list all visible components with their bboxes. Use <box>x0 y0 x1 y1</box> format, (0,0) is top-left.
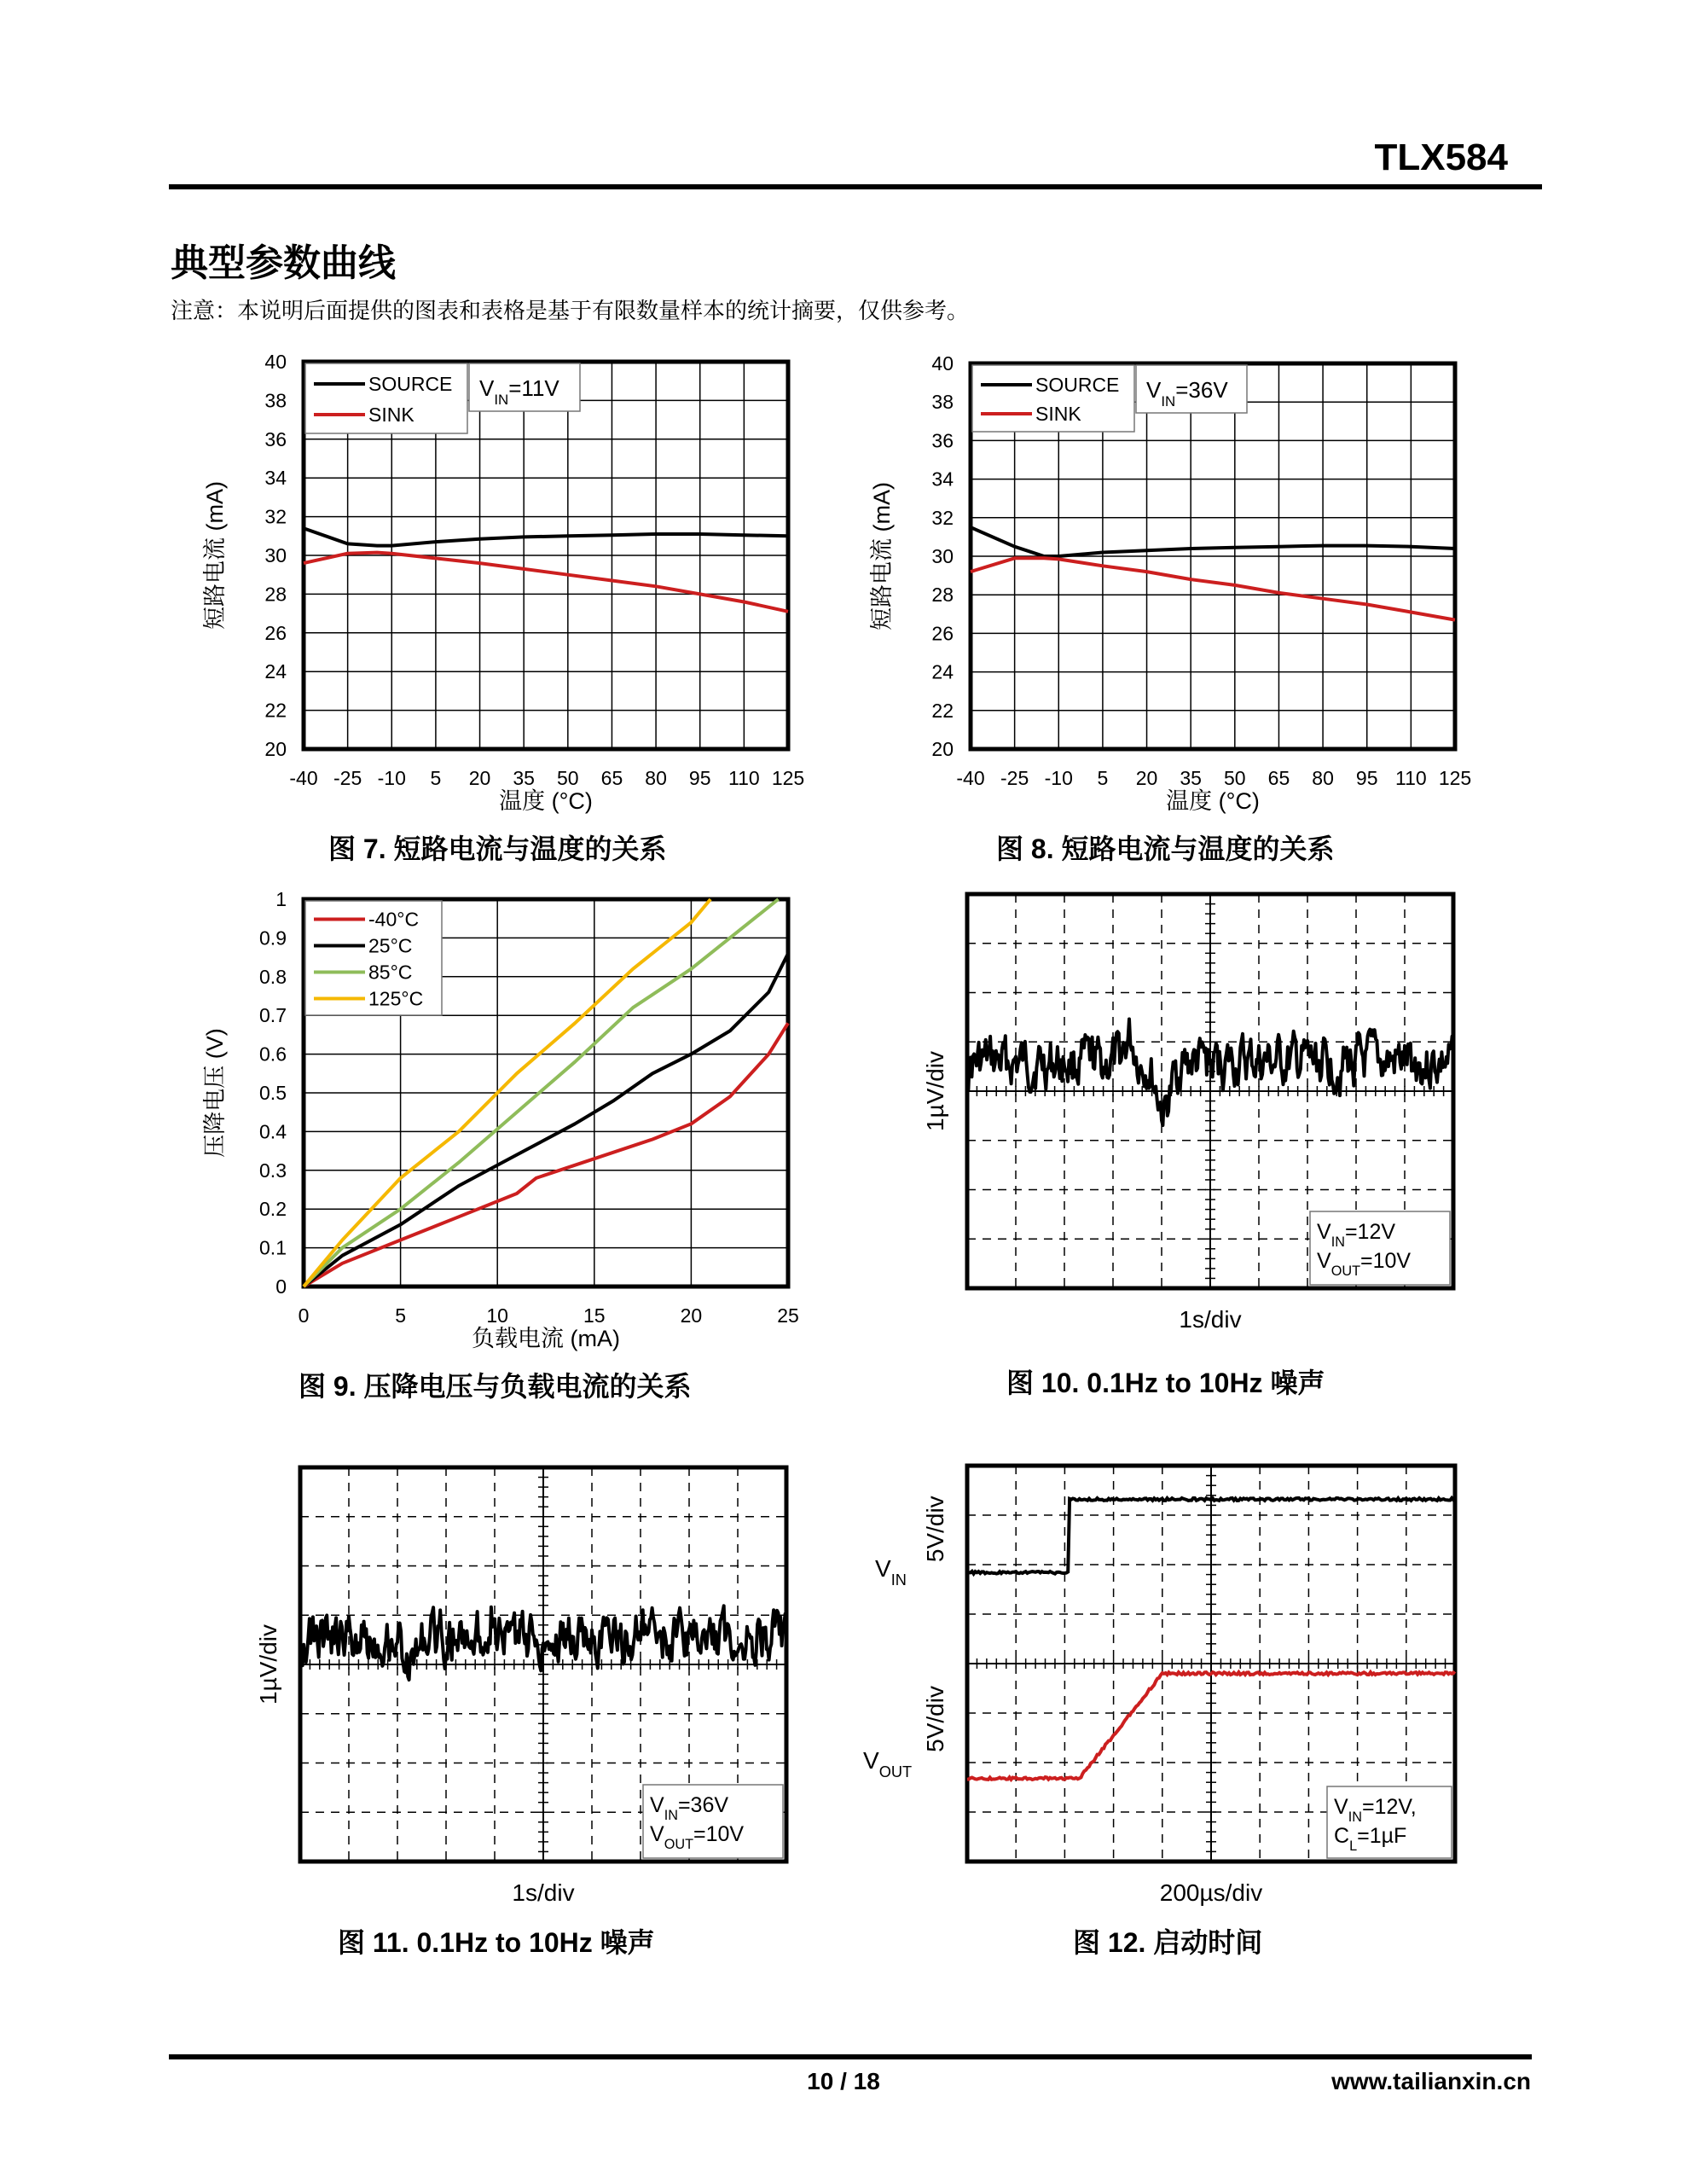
channel-label-vin: $V_{IN}$ <box>875 1555 907 1589</box>
legend-label: 125°C <box>368 987 424 1010</box>
x-tick-label: 0 <box>298 1304 310 1327</box>
annotation-text: $V_{OUT}=10V$ <box>1317 1249 1412 1279</box>
y-tick-label: 26 <box>264 621 287 644</box>
series-line-SOURCE <box>971 527 1455 556</box>
x-tick-label: -25 <box>1000 767 1029 789</box>
y-tick-label: 26 <box>931 622 954 645</box>
x-axis-label: 1s/div <box>512 1879 575 1906</box>
x-tick-label: 50 <box>1224 767 1246 789</box>
y-tick-label: 28 <box>264 583 287 606</box>
x-tick-label: 5 <box>395 1304 406 1327</box>
x-tick-label: 65 <box>600 767 623 789</box>
x-tick-label: 35 <box>1180 767 1202 789</box>
series-line-SINK <box>971 558 1455 619</box>
y-tick-label: 24 <box>264 660 287 683</box>
x-tick-label: 125 <box>771 767 805 789</box>
y-tick-label: 30 <box>931 545 954 567</box>
caption-fig9: 图 9. 压降电压与负载电流的关系 <box>299 1371 692 1402</box>
part-number: TLX584 <box>1374 136 1508 178</box>
legend-label: -40°C <box>368 908 420 931</box>
x-tick-label: 20 <box>680 1304 703 1327</box>
y-tick-label: 0.7 <box>259 1004 287 1027</box>
caption-fig12: 图 12. 启动时间 <box>1073 1927 1263 1958</box>
x-tick-label: -40 <box>956 767 985 789</box>
legend-label: SOURCE <box>1035 374 1120 396</box>
x-tick-label: 95 <box>688 767 711 789</box>
y-axis-label: 1µV/div <box>255 1624 281 1705</box>
y-tick-label: 34 <box>264 467 287 490</box>
x-tick-label: -25 <box>333 767 362 789</box>
legend-label: 85°C <box>368 961 413 984</box>
section-title: 典型参数曲线 <box>171 242 396 284</box>
footer-rule <box>169 2054 1532 2059</box>
y-tick-label: 40 <box>931 352 954 375</box>
x-axis-label: 负载电流 (mA) <box>472 1326 620 1351</box>
y-axis-label-vin: 5V/div <box>922 1496 948 1563</box>
x-tick-label: 15 <box>583 1304 606 1327</box>
y-tick-label: 36 <box>931 429 954 452</box>
series-line-SOURCE <box>304 528 788 545</box>
legend <box>305 363 580 433</box>
y-axis-label: 压降电压 (V) <box>202 1028 228 1158</box>
legend-label: 25°C <box>368 934 413 957</box>
annotation-text: $V_{IN}=36V$ <box>650 1793 729 1823</box>
y-tick-label: 0.1 <box>259 1236 287 1259</box>
y-tick-label: 28 <box>931 584 954 607</box>
y-axis-label: 短路电流 (mA) <box>202 481 228 630</box>
caption-fig7: 图 7. 短路电流与温度的关系 <box>328 834 667 864</box>
y-tick-label: 0.2 <box>259 1198 287 1221</box>
y-tick-label: 22 <box>264 699 287 722</box>
website-link[interactable]: www.tailianxin.cn <box>1331 2068 1531 2094</box>
y-tick-label: 20 <box>264 738 287 760</box>
y-tick-label: 22 <box>931 699 954 722</box>
annotation-text: $V_{OUT}=10V$ <box>650 1822 745 1852</box>
page-number: 10 / 18 <box>807 2068 880 2094</box>
caption-fig11: 图 11. 0.1Hz to 10Hz 噪声 <box>338 1927 655 1958</box>
y-axis-label: 1µV/div <box>922 1051 948 1131</box>
legend-label: SOURCE <box>368 373 453 395</box>
x-axis-label: 温度 (°C) <box>1166 788 1260 814</box>
plot-fig10 <box>922 894 1453 1333</box>
x-tick-label: 20 <box>468 767 491 789</box>
annotation-text: $V_{IN}=11V$ <box>479 375 559 408</box>
y-axis-label: 短路电流 (mA) <box>869 482 895 630</box>
plot-fig7 <box>202 351 804 814</box>
y-tick-label: 40 <box>264 351 287 373</box>
x-tick-label: 20 <box>1135 767 1158 789</box>
x-tick-label: 125 <box>1438 767 1472 789</box>
annotation-text: $V_{IN}=36V$ <box>1146 377 1228 410</box>
annotation-text: $V_{IN}=12V$ <box>1317 1220 1396 1250</box>
y-tick-label: 32 <box>931 506 954 529</box>
x-tick-label: 110 <box>728 767 760 789</box>
x-tick-label: -40 <box>289 767 318 789</box>
y-tick-label: 0.4 <box>259 1120 287 1143</box>
y-tick-label: 0.5 <box>259 1082 287 1104</box>
plot-fig12 <box>863 1466 1455 1906</box>
caption-fig8: 图 8. 短路电流与温度的关系 <box>996 834 1335 864</box>
x-tick-label: 95 <box>1355 767 1378 789</box>
legend-label: SINK <box>368 404 415 426</box>
series-line-40C <box>304 1023 788 1287</box>
y-tick-label: 0.3 <box>259 1159 287 1182</box>
y-tick-label: 0.6 <box>259 1043 287 1066</box>
note-text: 注意：本说明后面提供的图表和表格是基于有限数量样本的统计摘要，仅供参考。 <box>171 298 970 323</box>
annotation-text: $V_{IN}=12V$, <box>1334 1795 1417 1825</box>
x-tick-label: 110 <box>1395 767 1427 789</box>
x-axis-label: 1s/div <box>1179 1306 1242 1333</box>
legend <box>972 365 1247 432</box>
plot-fig8 <box>869 352 1471 814</box>
plot-fig9 <box>202 888 799 1351</box>
x-tick-label: -10 <box>377 767 406 789</box>
x-axis-label: 200µs/div <box>1159 1879 1263 1906</box>
y-tick-label: 30 <box>264 544 287 566</box>
series-line-SINK <box>304 553 788 612</box>
y-tick-label: 0 <box>275 1275 287 1298</box>
y-tick-label: 0.9 <box>259 926 287 950</box>
x-tick-label: 50 <box>557 767 579 789</box>
x-tick-label: -10 <box>1044 767 1073 789</box>
annotation-text: $C_L=1\mu F$ <box>1334 1824 1407 1854</box>
legend-label: SINK <box>1035 403 1081 425</box>
x-tick-label: 5 <box>430 767 442 789</box>
y-axis-label-vout: 5V/div <box>922 1686 948 1752</box>
legend <box>305 901 442 1015</box>
caption-fig10: 图 10. 0.1Hz to 10Hz 噪声 <box>1006 1368 1325 1398</box>
y-tick-label: 38 <box>264 389 287 412</box>
x-tick-label: 80 <box>645 767 667 789</box>
x-tick-label: 25 <box>777 1304 799 1327</box>
plot-fig11 <box>255 1467 786 1906</box>
y-tick-label: 34 <box>931 468 954 491</box>
y-tick-label: 24 <box>931 660 954 683</box>
y-tick-label: 20 <box>931 738 954 760</box>
y-tick-label: 38 <box>931 391 954 414</box>
x-tick-label: 10 <box>486 1304 508 1327</box>
x-tick-label: 65 <box>1267 767 1290 789</box>
x-axis-label: 温度 (°C) <box>499 788 593 814</box>
x-tick-label: 80 <box>1312 767 1334 789</box>
y-tick-label: 32 <box>264 505 287 528</box>
y-tick-label: 1 <box>275 888 287 910</box>
y-tick-label: 36 <box>264 427 287 450</box>
channel-label-vout: $V_{OUT}$ <box>863 1747 913 1780</box>
x-tick-label: 5 <box>1097 767 1109 789</box>
x-tick-label: 35 <box>513 767 535 789</box>
y-tick-label: 0.8 <box>259 965 287 988</box>
